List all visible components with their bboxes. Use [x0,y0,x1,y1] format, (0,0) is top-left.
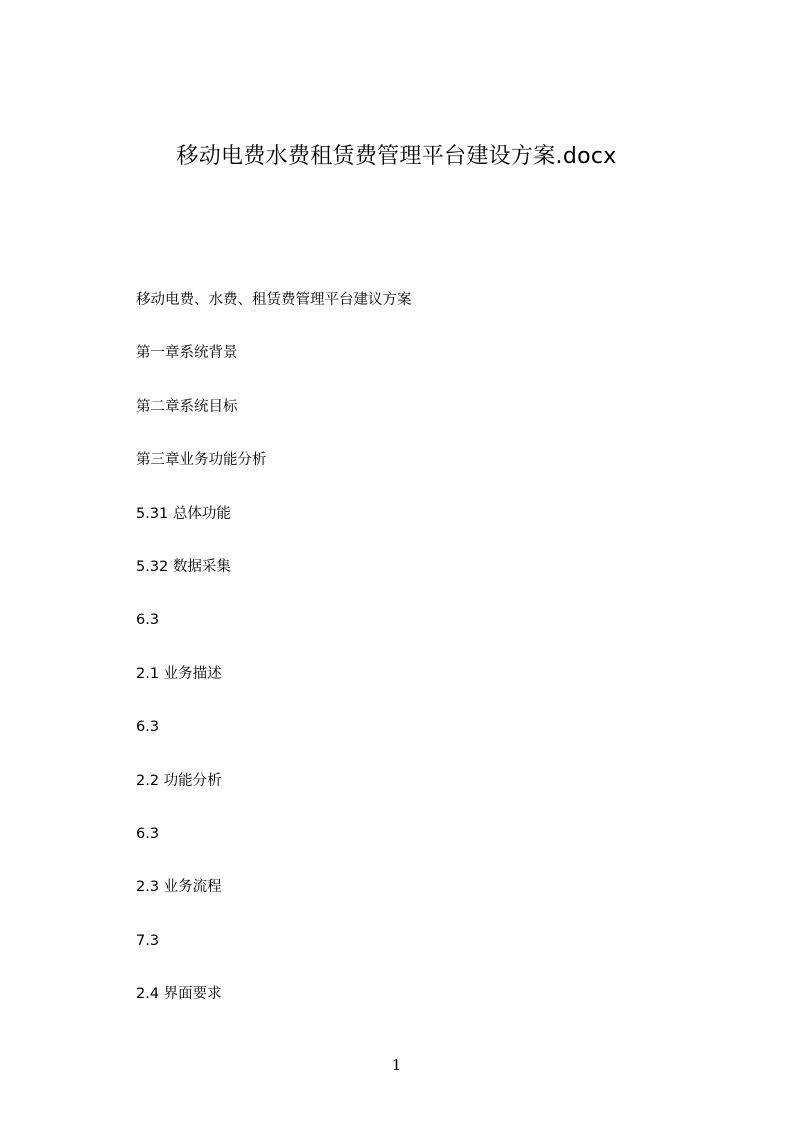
body-line: 5.32 数据采集 [136,558,231,575]
body-line: 2.2 功能分析 [136,772,222,789]
body-line: 5.31 总体功能 [136,505,231,522]
body-line: 第三章业务功能分析 [136,452,267,469]
body-line: 6.3 [136,719,160,736]
document-title: 移动电费水费租赁费管理平台建设方案.docx [176,144,617,169]
document-body [136,290,412,1037]
body-line: 2.1 业务描述 [136,665,222,682]
body-line: 2.3 业务流程 [136,879,222,896]
body-line: 移动电费、水费、租赁费管理平台建议方案 [136,292,412,308]
body-line: 第二章系统目标 [136,398,238,415]
page-number: 1 [391,1056,402,1074]
body-line: 7.3 [136,932,160,949]
body-line: 2.4 界面要求 [136,986,222,1003]
body-line: 6.3 [136,825,160,842]
body-line: 6.3 [136,612,160,629]
body-line: 第一章系统背景 [136,345,238,362]
